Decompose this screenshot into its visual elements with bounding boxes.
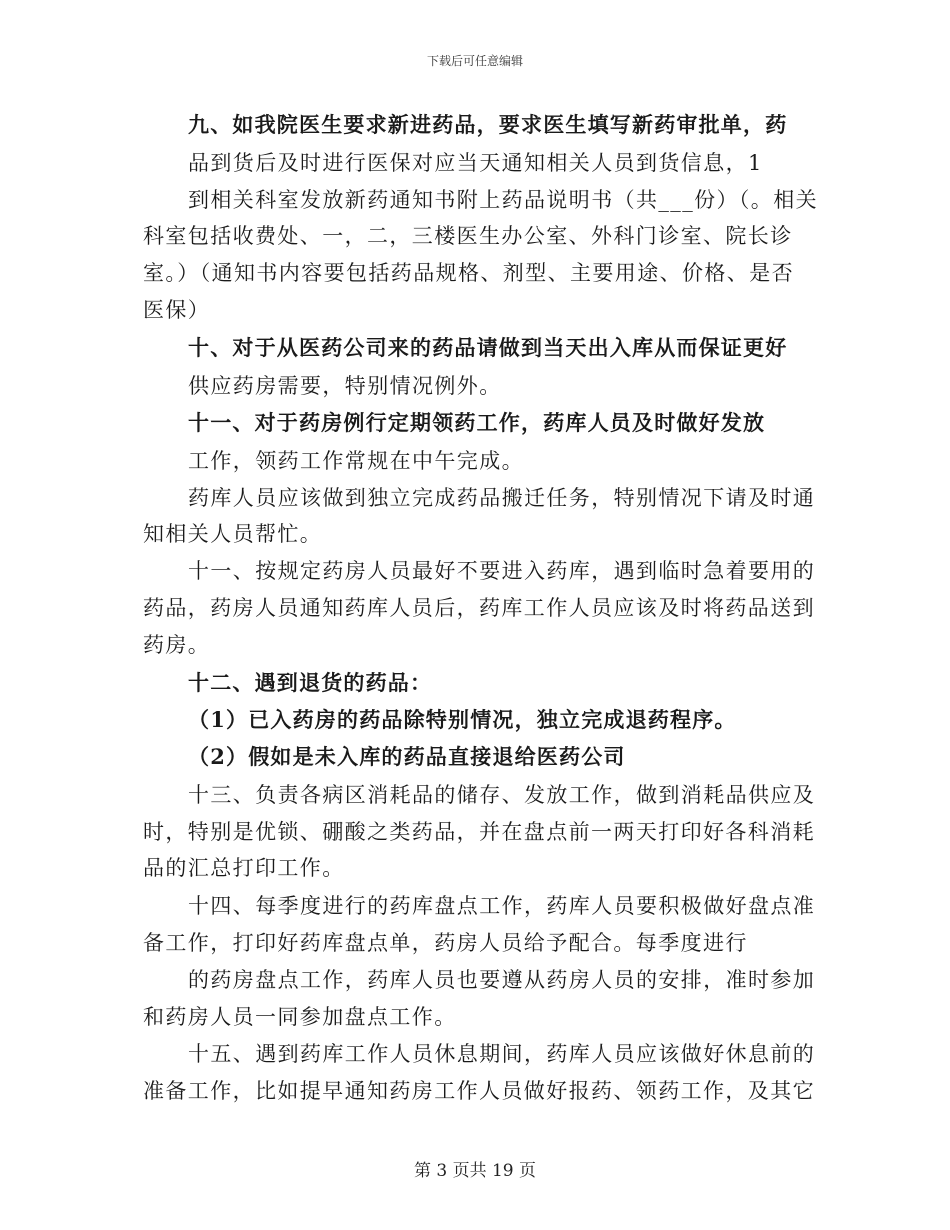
paragraph-line: 药房。 <box>143 633 211 657</box>
paragraph-line: 十四、每季度进行的药库盘点工作，药库人员要积极做好盘点准 <box>188 894 816 918</box>
paragraph-line: 十二、遇到退货的药品： <box>188 670 433 695</box>
paragraph-line: 室。）（通知书内容要包括药品规格、剂型、主要用途、价格、是否 <box>143 261 794 285</box>
paragraph-line: 十五、遇到药库工作人员休息期间，药库人员应该做好休息前的 <box>188 1042 816 1066</box>
paragraph-line: 品到货后及时进行医保对应当天通知相关人员到货信息，1 <box>188 151 763 175</box>
paragraph-line: 十一、按规定药房人员最好不要进入药库，遇到临时急着要用的 <box>188 559 816 583</box>
paragraph-line: 品的汇总打印工作。 <box>143 856 345 880</box>
paragraph-line: 医保） <box>143 298 211 322</box>
paragraph-line: 到相关科室发放新药通知书附上药品说明书（共___份）（。相关 <box>188 188 818 212</box>
paragraph-line: 药库人员应该做到独立完成药品搬迁任务，特别情况下请及时通 <box>188 486 816 510</box>
paragraph-line: （1）已入药房的药品除特别情况，独立完成退药程序。 <box>188 707 737 732</box>
paragraph-line: 十一、对于药房例行定期领药工作，药库人员及时做好发放 <box>188 410 766 435</box>
paragraph-line: 十三、负责各病区消耗品的储存、发放工作，做到消耗品供应及 <box>188 783 816 807</box>
paragraph-line: 的药房盘点工作，药库人员也要遵从药房人员的安排，准时参加 <box>188 968 816 992</box>
paragraph-line: 知相关人员帮忙。 <box>143 522 323 546</box>
paragraph-line: 工作，领药工作常规在中午完成。 <box>188 449 524 473</box>
paragraph-line: 十、对于从医药公司来的药品请做到当天出入库从而保证更好 <box>188 335 788 360</box>
paragraph-line: 药品，药房人员通知药库人员后，药库工作人员应该及时将药品送到 <box>143 596 815 620</box>
paragraph-line: 时，特别是优锁、硼酸之类药品，并在盘点前一两天打印好各科消耗 <box>143 820 815 844</box>
paragraph-line: 和药房人员一同参加盘点工作。 <box>143 1005 457 1029</box>
paragraph-line: （2）假如是未入库的药品直接退给医药公司 <box>188 744 626 769</box>
paragraph-line: 科室包括收费处、一，二，三楼医生办公室、外科门诊室、院长诊 <box>143 224 793 248</box>
paragraph-line: 备工作，打印好药库盘点单，药房人员给予配合。每季度进行 <box>143 931 748 955</box>
page-header: 下载后可任意编辑 <box>426 54 523 68</box>
paragraph-line: 准备工作，比如提早通知药房工作人员做好报药、领药工作，及其它 <box>143 1079 815 1103</box>
paragraph-line: 供应药房需要，特别情况例外。 <box>188 374 502 398</box>
paragraph-line: 九、如我院医生要求新进药品，要求医生填写新药审批单，药 <box>188 112 788 137</box>
page-footer: 第 3 页共 19 页 <box>413 1161 537 1181</box>
